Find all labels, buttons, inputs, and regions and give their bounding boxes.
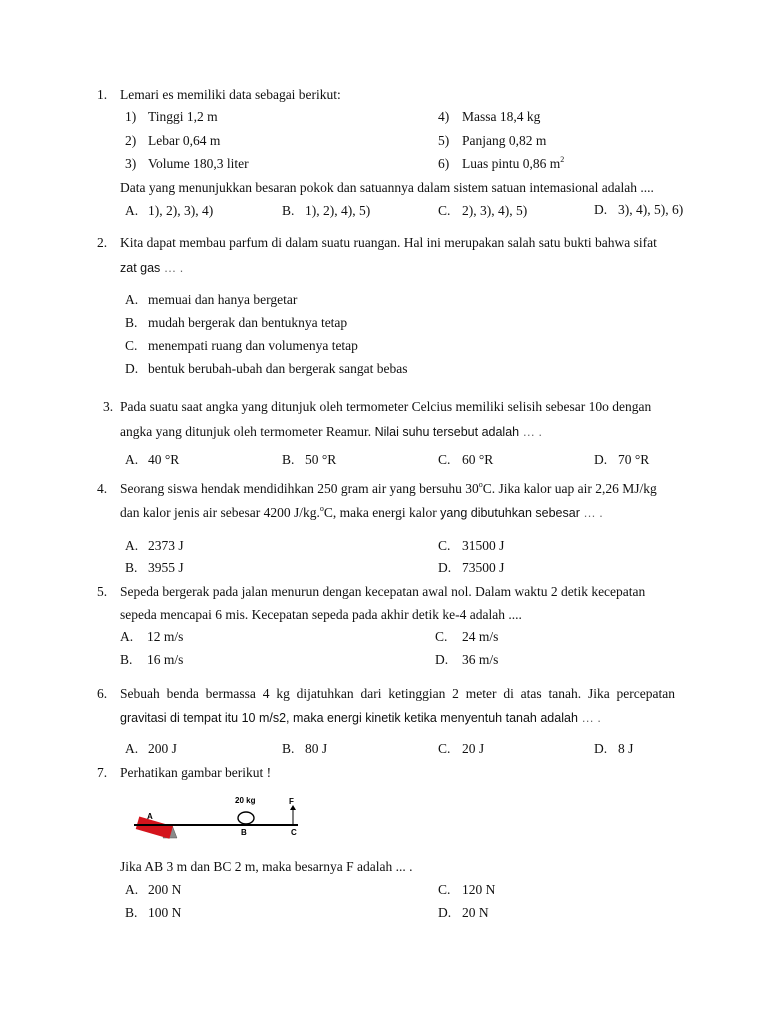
q5-option-letter: C. xyxy=(435,629,448,644)
q2-option-letter: D. xyxy=(125,361,139,376)
q7-question: Jika AB 3 m dan BC 2 m, maka besarnya F adalah ... . xyxy=(120,859,413,874)
q7-option-letter: D. xyxy=(438,905,452,920)
q5-stem-line2: sepeda mencapai 6 mis. Kecepatan sepeda pada akhir detik ke-4 adalah .... xyxy=(120,607,522,622)
q1-item-number: 5) xyxy=(438,133,450,148)
q2-option-text: memuai dan hanya bergetar xyxy=(148,292,298,307)
q5-option-text: 16 m/s xyxy=(147,652,184,667)
point-a-label: A xyxy=(147,812,153,821)
q7-option-text: 120 N xyxy=(462,882,496,897)
q1-item-number: 3) xyxy=(125,156,137,171)
q5-stem-line1: Sepeda bergerak pada jalan menurun dengan kecepatan awal nol. Dalam waktu 2 detik kecepatan xyxy=(120,584,646,599)
q3-option-letter: B. xyxy=(282,452,295,467)
q6-option-text: 20 J xyxy=(462,741,485,756)
q3-option-letter: C. xyxy=(438,452,451,467)
q1-item-number: 2) xyxy=(125,133,137,148)
q5-option-text: 24 m/s xyxy=(462,629,499,644)
q5-option-text: 12 m/s xyxy=(147,629,184,644)
q6-option-letter: A. xyxy=(125,741,139,756)
q3-option-text: 40 °R xyxy=(148,452,180,467)
point-c-label: C xyxy=(291,828,297,837)
q6-stem-line1: Sebuah benda bermassa 4 kg dijatuhkan dari ketinggian 2 meter di atas tanah. Jika percepatan xyxy=(120,686,675,701)
q1-option-letter: A. xyxy=(125,203,139,218)
q5-option-letter: A. xyxy=(120,629,134,644)
q1-option-text: 1), 2), 3), 4) xyxy=(148,203,214,218)
q5-option-letter: B. xyxy=(120,652,133,667)
q3-number: 3. xyxy=(103,399,114,414)
q4-stem-line2: dan kalor jenis air sebesar 4200 J/kg.$^o$C, maka energi kalor yang dibutuhkan sebesar … . xyxy=(120,503,603,520)
q7-option-text: 100 N xyxy=(148,905,182,920)
q1-option-letter: B. xyxy=(282,203,295,218)
q4-option-letter: D. xyxy=(438,560,452,575)
q1-item-number: 6) xyxy=(438,156,450,171)
q6-option-text: 200 J xyxy=(148,741,177,756)
q1-item-number: 4) xyxy=(438,109,450,124)
q2-option-letter: A. xyxy=(125,292,139,307)
q1-option-text: 3), 4), 5), 6) xyxy=(618,202,684,217)
q3-option-text: 60 °R xyxy=(462,452,494,467)
q1-item-text: Volume 180,3 liter xyxy=(148,156,249,171)
point-b-label: B xyxy=(241,828,247,837)
q1-question: Data yang menunjukkan besaran pokok dan satuannya dalam sistem satuan intemasional adalah .... xyxy=(120,180,654,195)
q1-option-text: 2), 3), 4), 5) xyxy=(462,203,528,218)
q3-option-letter: A. xyxy=(125,452,139,467)
q4-option-text: 73500 J xyxy=(462,560,505,575)
q7-number: 7. xyxy=(97,765,108,780)
q4-stem-line1: Seorang siswa hendak mendidihkan 250 gram air yang bersuhu 30$^o$C. Jika kalor uap air 2,26 MJ/kg xyxy=(120,479,657,496)
q1-item-text-with-superscript: Luas pintu 0,86 $m^2$ xyxy=(462,154,565,171)
q3-option-text: 50 °R xyxy=(305,452,337,467)
q2-number: 2. xyxy=(97,235,108,250)
red-block-icon xyxy=(136,817,173,839)
q4-option-text: 2373 J xyxy=(148,538,184,553)
q4-option-letter: B. xyxy=(125,560,138,575)
q6-option-text: 8 J xyxy=(618,741,634,756)
q1-item-text: Panjang 0,82 m xyxy=(462,133,547,148)
q7-stem: Perhatikan gambar berikut ! xyxy=(120,765,272,780)
q4-option-letter: C. xyxy=(438,538,451,553)
q1-item-text: Massa 18,4 kg xyxy=(462,109,541,124)
lever-diagram xyxy=(128,790,318,846)
q4-option-text: 3955 J xyxy=(148,560,184,575)
q1-stem: Lemari es memiliki data sebagai berikut: xyxy=(120,87,341,102)
q4-option-text: 31500 J xyxy=(462,538,505,553)
q6-number: 6. xyxy=(97,686,108,701)
q4-number: 4. xyxy=(97,481,108,496)
q7-option-text: 20 N xyxy=(462,905,489,920)
q2-option-text: bentuk berubah-ubah dan bergerak sangat bebas xyxy=(148,361,408,376)
q2-option-letter: C. xyxy=(125,338,138,353)
q3-option-letter: D. xyxy=(594,452,608,467)
q7-option-letter: C. xyxy=(438,882,451,897)
mass-label: 20 kg xyxy=(235,796,256,805)
q2-option-text: mudah bergerak dan bentuknya tetap xyxy=(148,315,348,330)
q7-option-letter: B. xyxy=(125,905,138,920)
q5-number: 5. xyxy=(97,584,108,599)
q1-item-text: Tinggi 1,2 m xyxy=(148,109,218,124)
q5-option-text: 36 m/s xyxy=(462,652,499,667)
mass-weight-icon xyxy=(238,812,254,824)
q2-option-text: menempati ruang dan volumenya tetap xyxy=(148,338,358,353)
q1-option-letter: C. xyxy=(438,203,451,218)
q6-option-letter: C. xyxy=(438,741,451,756)
q3-stem-line1: Pada suatu saat angka yang ditunjuk oleh termometer Celcius memiliki selisih sebesar 10o dengan xyxy=(120,399,652,414)
q3-option-text: 70 °R xyxy=(618,452,650,467)
q1-item-text: Lebar 0,64 m xyxy=(148,133,221,148)
q2-option-letter: B. xyxy=(125,315,138,330)
q2-stem-line2: zat gas … . xyxy=(120,261,184,275)
q1-option-letter: D. xyxy=(594,202,608,217)
q7-option-text: 200 N xyxy=(148,882,182,897)
force-label: F xyxy=(289,797,294,806)
q1-option-text: 1), 2), 4), 5) xyxy=(305,203,371,218)
q4-option-letter: A. xyxy=(125,538,139,553)
q3-stem-line2: angka yang ditunjuk oleh termometer Reamur. Nilai suhu tersebut adalah … . xyxy=(120,424,542,439)
q6-option-letter: D. xyxy=(594,741,608,756)
q1-item-number: 1) xyxy=(125,109,137,124)
q5-option-letter: D. xyxy=(435,652,449,667)
q7-option-letter: A. xyxy=(125,882,139,897)
q6-option-text: 80 J xyxy=(305,741,328,756)
q2-stem-line1: Kita dapat membau parfum di dalam suatu ruangan. Hal ini merupakan salah satu bukti bahwa sifat xyxy=(120,235,657,250)
q1-number: 1. xyxy=(97,87,108,102)
q6-option-letter: B. xyxy=(282,741,295,756)
q6-stem-line2: gravitasi di tempat itu 10 m/s2, maka energi kinetik ketika menyentuh tanah adalah … . xyxy=(120,711,601,725)
